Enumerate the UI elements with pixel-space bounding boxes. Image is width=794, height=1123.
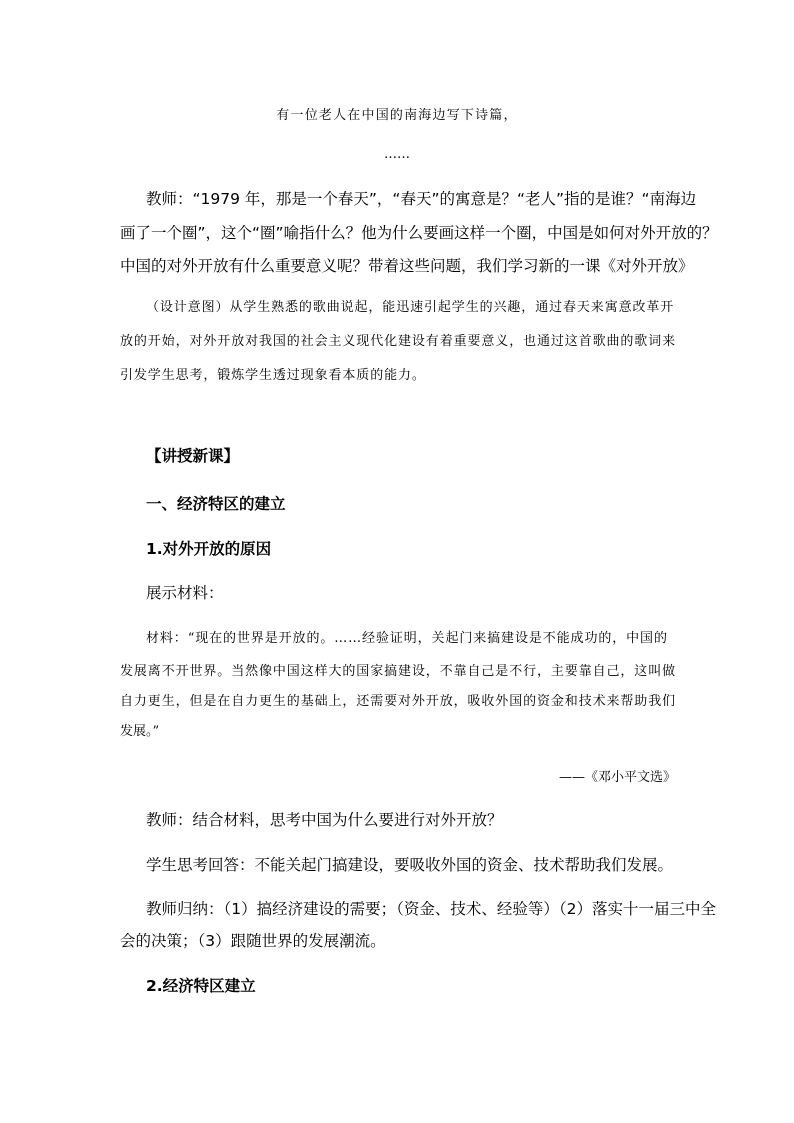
teacher-intro-line-3: 中国的对外开放有什么重要意义呢？带着这些问题，我们学习新的一课《对外开放》 — [120, 257, 694, 275]
teacher-intro-line-2: 画了一个圈”，这个“圈”喻指什么？他为什么要画这样一个圈，中国是如何对外开放的？ — [120, 224, 718, 242]
material-line-2: 发展离不开世界。当然像中国这样大的国家搞建设，不靠自己是不行，主要靠自己，这叫做 — [120, 664, 677, 679]
material-line-3: 自力更生，但是在自力更生的基础上，还需要对外开放，吸收外国的资金和技术来帮助我们 — [120, 694, 677, 709]
teacher-summary-line-2: 会的决策；（3）跟随世界的发展潮流。 — [120, 932, 386, 950]
design-intent-line-3: 引发学生思考，锻炼学生透过现象看本质的能力。 — [120, 368, 426, 383]
subheading-reasons: 1.对外开放的原因 — [146, 540, 272, 558]
teacher-question: 教师：结合材料，思考中国为什么要进行对外开放？ — [146, 811, 503, 829]
material-line-4: 发展。” — [120, 724, 160, 739]
design-intent-line-1: （设计意图）从学生熟悉的歌曲说起，能迅速引起学生的兴趣，通过春天来寓意改革开 — [146, 300, 675, 315]
show-material-label: 展示材料： — [146, 584, 224, 602]
student-answer: 学生思考回答：不能关起门搞建设，要吸收外国的资金、技术帮助我们发展。 — [146, 856, 674, 874]
material-source: ——《邓小平文选》 — [558, 770, 676, 785]
poem-ellipsis: …… — [384, 147, 410, 162]
teacher-intro-line-1: 教师：“1979 年，那是一个春天”，“春天”的寓意是？“老人”指的是谁？“南海边 — [146, 190, 697, 208]
heading-special-economic-zones: 一、经济特区的建立 — [146, 495, 286, 513]
teacher-summary-line-1: 教师归纳：（1）搞经济建设的需要；（资金、技术、经验等）（2）落实十一届三中全 — [146, 900, 716, 918]
subheading-sez-established: 2.经济特区建立 — [146, 977, 256, 995]
design-intent-line-2: 放的开始，对外开放对我国的社会主义现代化建设有着重要意义，也通过这首歌曲的歌词来 — [120, 334, 677, 349]
material-line-1: 材料：“现在的世界是开放的。……经验证明，关起门来搞建设是不能成功的，中国的 — [146, 631, 668, 646]
section-new-lesson: 【讲授新课】 — [146, 447, 240, 465]
poem-line: 有一位老人在中国的南海边写下诗篇， — [276, 108, 518, 123]
